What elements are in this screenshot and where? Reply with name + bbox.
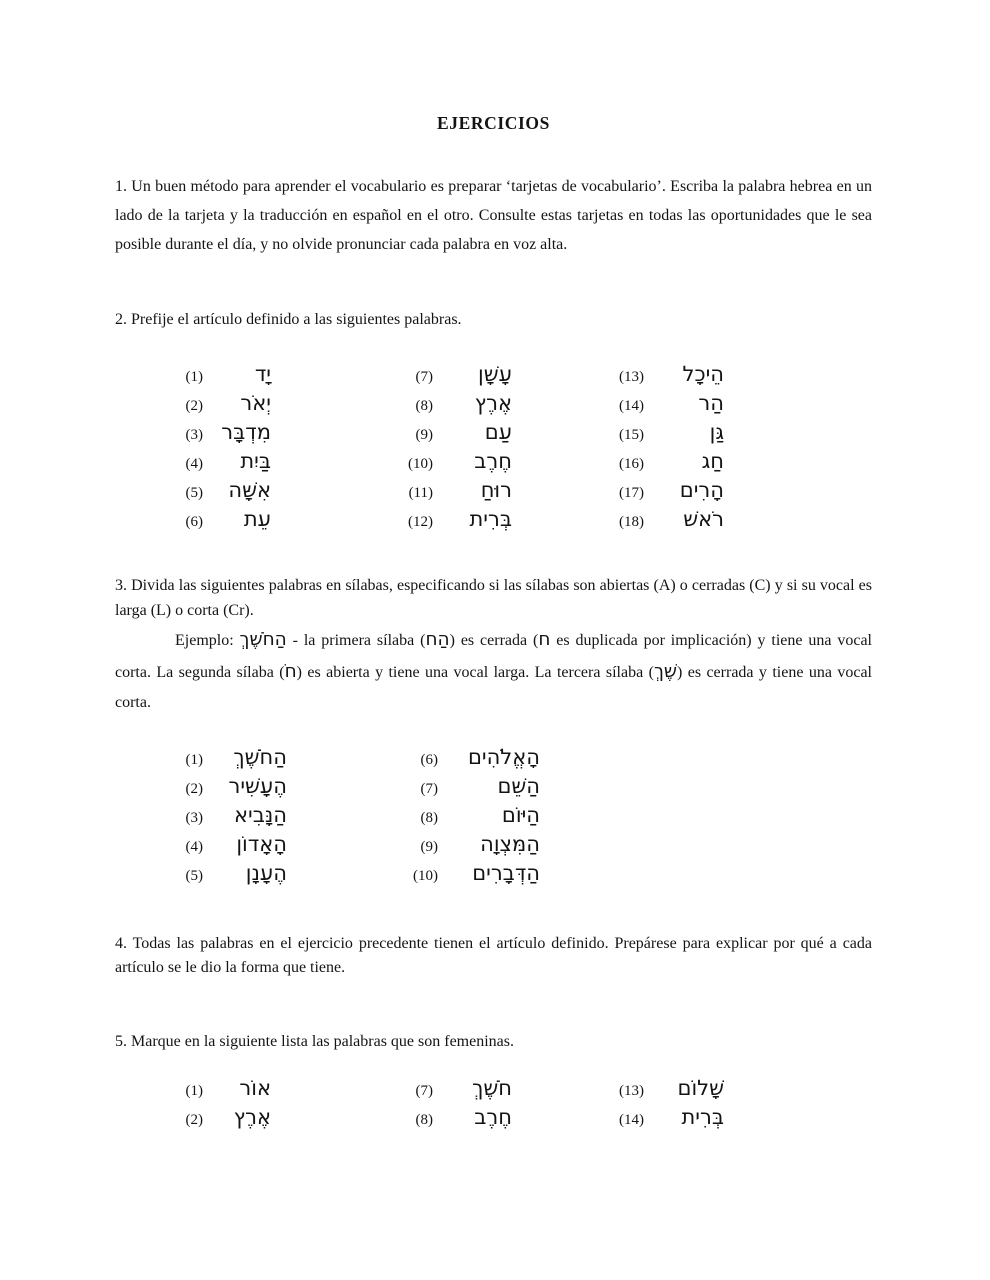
item-number: (14) xyxy=(619,1111,644,1128)
item-number: (8) xyxy=(420,809,438,826)
item-number: (13) xyxy=(619,369,644,385)
list-item xyxy=(400,830,540,859)
hebrew-word: רֹאשׁ xyxy=(683,507,724,531)
example-text: es duplicada por implicación) y tiene una vocal corta. La segunda sílaba ( xyxy=(115,632,872,681)
hebrew-word: עָשָׁן xyxy=(478,362,512,386)
hebrew-word: בְּרִית xyxy=(681,1104,724,1129)
exercise-5-column-1 xyxy=(175,1074,271,1132)
hebrew-word: אוֹר xyxy=(239,1075,271,1100)
exercise-5-intro: 5. Marque en la siguiente lista las palabras que son femeninas. xyxy=(115,1032,514,1050)
item-number: (6) xyxy=(185,514,203,530)
example-text: Ejemplo: xyxy=(175,632,240,649)
list-item xyxy=(608,1074,724,1103)
list-item xyxy=(401,1074,512,1103)
item-number: (9) xyxy=(420,838,438,855)
hebrew-word: עַם xyxy=(484,420,512,444)
hebrew-word: הָאֱלֹהִים xyxy=(467,744,540,769)
hebrew-word: יָד xyxy=(254,362,271,386)
hebrew-word: הַחֹשֶׁךְ xyxy=(233,744,287,769)
item-number: (3) xyxy=(185,809,203,826)
item-number: (16) xyxy=(619,456,644,472)
hebrew-syllable-1: הַח xyxy=(425,629,450,650)
exercise-5-column-3 xyxy=(608,1074,724,1132)
hebrew-word: שָׁלוֹם xyxy=(677,1075,724,1100)
item-number: (8) xyxy=(415,398,433,414)
item-number: (18) xyxy=(619,514,644,530)
list-item xyxy=(175,801,287,830)
hebrew-word: הֵיכָל xyxy=(682,362,724,386)
list-item xyxy=(401,418,512,447)
hebrew-word: הֶעָנָן xyxy=(245,860,287,885)
example-text: ) es cerrada ( xyxy=(449,632,539,649)
item-number: (7) xyxy=(420,780,438,797)
exercise-2-word-list xyxy=(175,360,872,534)
item-number: (2) xyxy=(185,1111,203,1128)
item-number: (17) xyxy=(619,485,644,501)
list-item xyxy=(400,859,540,888)
item-number: (15) xyxy=(619,427,644,443)
exercise-5-column-2 xyxy=(401,1074,512,1132)
hebrew-syllable-2: חֹ xyxy=(284,660,297,682)
hebrew-word: יְאֹר xyxy=(240,391,271,415)
list-item xyxy=(608,505,724,534)
item-number: (2) xyxy=(185,398,203,414)
hebrew-word: בַּיִת xyxy=(240,449,271,473)
exercise-2-column-2 xyxy=(401,360,512,534)
hebrew-word: הַנָּבִיא xyxy=(233,802,287,827)
item-number: (10) xyxy=(408,456,433,472)
item-number: (8) xyxy=(415,1111,433,1128)
list-item xyxy=(401,505,512,534)
hebrew-word: הָאָדוֹן xyxy=(236,831,287,856)
item-number: (12) xyxy=(408,514,433,530)
list-item xyxy=(175,447,271,476)
item-number: (1) xyxy=(185,369,203,385)
list-item xyxy=(401,476,512,505)
exercise-2-column-3 xyxy=(608,360,724,534)
hebrew-word: חַג xyxy=(701,449,724,473)
hebrew-example-word: הַחֹשֶׁךְ xyxy=(239,629,287,650)
exercise-3-column-2 xyxy=(400,743,540,888)
exercise-4-paragraph: 4. Todas las palabras en el ejercicio precedente tienen el artículo definido. Prepárese para explicar por qué a cada artículo se le dio la forma que tiene. xyxy=(115,934,872,976)
hebrew-word: הַמִּצְוָה xyxy=(480,831,540,856)
exercise-1-paragraph: 1. Un buen método para aprender el vocabulario es preparar ‘tarjetas de vocabulario’. Escriba la palabra hebrea en un lado de la tarjeta y la traducción en español en el otro. Consulte estas tarjetas en todas las oportunidades que le sea posible durante el día, y no olvide pronunciar cada palabra en voz alta. xyxy=(115,178,872,253)
exercise-3-intro: 3. Divida las siguientes palabras en sílabas, especificando si las sílabas son abiertas (A) o cerradas (C) y si su vocal es larga (L) o corta (Cr). xyxy=(115,577,872,619)
list-item xyxy=(175,1074,271,1103)
list-item xyxy=(608,476,724,505)
hebrew-word: הַר xyxy=(698,391,724,415)
hebrew-word: הַיּוֹם xyxy=(501,802,540,827)
item-number: (9) xyxy=(415,427,433,443)
hebrew-word: בְּרִית xyxy=(469,507,512,531)
example-text: ) es abierta y tiene una vocal larga. La tercera sílaba ( xyxy=(296,663,654,681)
item-number: (11) xyxy=(408,485,433,501)
hebrew-word: חֹשֶׁךְ xyxy=(472,1075,512,1100)
hebrew-word: רוּחַ xyxy=(480,478,512,502)
item-number: (1) xyxy=(185,751,203,768)
list-item xyxy=(608,447,724,476)
hebrew-word: הַדְּבָרִים xyxy=(472,860,540,885)
hebrew-word: הָרִים xyxy=(679,478,724,502)
item-number: (14) xyxy=(619,398,644,414)
item-number: (13) xyxy=(619,1082,644,1099)
list-item xyxy=(608,360,724,389)
hebrew-word: אֶרֶץ xyxy=(233,1104,271,1129)
list-item xyxy=(175,476,271,505)
hebrew-syllable-3: שֶׁךְ xyxy=(653,660,677,682)
list-item xyxy=(401,1103,512,1132)
list-item xyxy=(175,859,287,888)
list-item xyxy=(400,801,540,830)
hebrew-word: חֶרֶב xyxy=(474,449,512,473)
exercise-3-example xyxy=(115,625,872,719)
list-item xyxy=(175,360,271,389)
list-item xyxy=(401,447,512,476)
list-item xyxy=(175,505,271,534)
hebrew-word: חֶרֶב xyxy=(474,1104,512,1129)
list-item xyxy=(175,1103,271,1132)
list-item xyxy=(400,743,540,772)
hebrew-word: הַשֵּׁם xyxy=(497,773,540,798)
hebrew-word: מִדְבָּר xyxy=(221,420,271,444)
item-number: (3) xyxy=(185,427,203,443)
exercise-5-word-list xyxy=(175,1074,872,1132)
hebrew-word: עֵת xyxy=(243,507,271,531)
item-number: (10) xyxy=(413,867,438,884)
item-number: (2) xyxy=(185,780,203,797)
page-title: EJERCICIOS xyxy=(437,113,550,133)
hebrew-letter-het: ח xyxy=(538,629,551,650)
item-number: (7) xyxy=(415,1082,433,1099)
list-item xyxy=(175,418,271,447)
item-number: (4) xyxy=(185,456,203,472)
list-item xyxy=(175,772,287,801)
list-item xyxy=(175,830,287,859)
hebrew-word: אֶרֶץ xyxy=(474,391,512,415)
list-item xyxy=(401,360,512,389)
exercise-2-column-1 xyxy=(175,360,271,534)
list-item xyxy=(400,772,540,801)
item-number: (6) xyxy=(420,751,438,768)
exercise-3-column-1 xyxy=(175,743,287,888)
example-text: - la primera sílaba ( xyxy=(286,632,426,649)
exercise-2-intro: 2. Prefije el artículo definido a las siguientes palabras. xyxy=(115,311,462,328)
hebrew-word: הֶעָשִׁיר xyxy=(228,773,287,798)
list-item xyxy=(608,389,724,418)
example-text: ) es cerrada y tiene una vocal corta. xyxy=(115,663,873,711)
item-number: (4) xyxy=(185,838,203,855)
hebrew-word: גַּן xyxy=(709,420,724,444)
list-item xyxy=(175,389,271,418)
exercise-3-word-list xyxy=(175,743,872,888)
list-item xyxy=(175,743,287,772)
item-number: (1) xyxy=(185,1082,203,1099)
list-item xyxy=(401,389,512,418)
item-number: (5) xyxy=(185,485,203,501)
item-number: (5) xyxy=(185,867,203,884)
hebrew-word: אִשָּׁה xyxy=(228,478,271,502)
list-item xyxy=(608,1103,724,1132)
item-number: (7) xyxy=(415,369,433,385)
list-item xyxy=(608,418,724,447)
